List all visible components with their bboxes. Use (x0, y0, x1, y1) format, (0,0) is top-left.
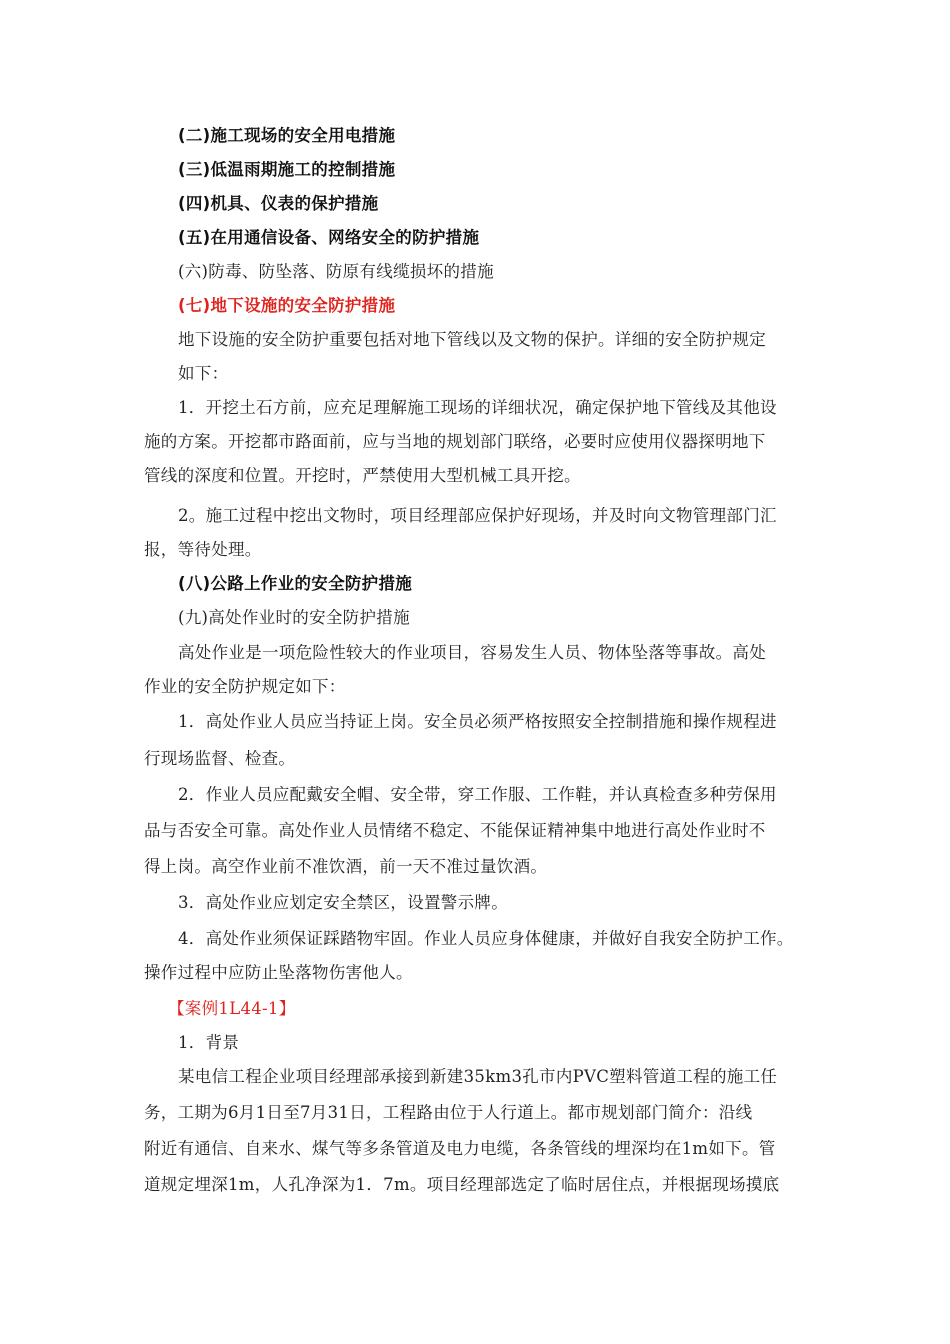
high-item2-line1: 2．作业人员应配戴安全帽、安全带，穿工作服、工作鞋，并认真检查多种劳保用 (178, 785, 777, 804)
heading-anti-poison-fall: (六)防毒、防坠落、防原有线缆损坏的措施 (178, 262, 494, 281)
high-intro-line1: 高处作业是一项危险性较大的作业项目，容易发生人员、物体坠落等事故。高处 (178, 643, 766, 662)
high-item1-line2: 行现场监督、检查。 (144, 749, 296, 768)
heading-road-work: (八)公路上作业的安全防护措施 (178, 574, 413, 593)
underground-intro-line2: 如下： (178, 364, 229, 383)
underground-item2-line1: 2。施工过程中挖出文物时，项目经理部应保护好现场，并及时向文物管理部门汇 (178, 506, 777, 525)
heading-high-altitude: (九)高处作业时的安全防护措施 (178, 608, 410, 627)
case-paragraph-line2: 务，工期为6月1日至7月31日，工程路由位于人行道上。都市规划部门简介：沿线 (144, 1103, 753, 1122)
high-item2-line2: 品与否安全可靠。高处作业人员情绪不稳定、不能保证精神集中地进行高处作业时不 (144, 821, 766, 840)
high-item2-line3: 得上岗。高空作业前不准饮酒，前一天不准过量饮酒。 (144, 857, 548, 876)
case-title: 【案例1L44-1】 (168, 999, 296, 1018)
case-paragraph-line4: 道规定埋深1m，人孔净深为1．7m。项目经理部选定了临时居住点，并根据现场摸底 (144, 1175, 780, 1194)
high-item3: 3．高处作业应划定安全禁区，设置警示牌。 (178, 893, 508, 912)
high-item4-line2: 操作过程中应防止坠落物伤害他人。 (144, 963, 413, 982)
underground-item1-line3: 管线的深度和位置。开挖时，严禁使用大型机械工具开挖。 (144, 466, 581, 485)
underground-intro-line1: 地下设施的安全防护重要包括对地下管线以及文物的保护。详细的安全防护规定 (178, 330, 766, 349)
heading-network-security: (五)在用通信设备、网络安全的防护措施 (178, 228, 480, 247)
high-intro-line2: 作业的安全防护规定如下： (144, 677, 346, 696)
underground-item2-line2: 报，等待处理。 (144, 540, 262, 559)
heading-tools-instruments: (四)机具、仪表的保护措施 (178, 194, 379, 213)
heading-electricity: (二)施工现场的安全用电措施 (178, 126, 396, 145)
high-item4-line1: 4．高处作业须保证踩踏物牢固。作业人员应身体健康，并做好自我安全防护工作。 (178, 929, 794, 948)
case-paragraph-line3: 附近有通信、自来水、煤气等多条管道及电力电缆，各条管线的埋深均在1m如下。管 (144, 1139, 776, 1158)
heading-underground-facilities: (七)地下设施的安全防护措施 (178, 296, 396, 315)
heading-low-temp-rain: (三)低温雨期施工的控制措施 (178, 160, 396, 179)
underground-item1-line2: 施的方案。开挖都市路面前，应与当地的规划部门联络，必要时应使用仪器探明地下 (144, 432, 766, 451)
case-background-heading: 1．背景 (178, 1033, 240, 1052)
high-item1-line1: 1．高处作业人员应当持证上岗。安全员必须严格按照安全控制措施和操作规程进 (178, 712, 777, 731)
underground-item1-line1: 1．开挖土石方前，应充足理解施工现场的详细状况，确定保护地下管线及其他设 (178, 398, 777, 417)
case-paragraph-line1: 某电信工程企业项目经理部承接到新建35km3孔市内PVC塑料管道工程的施工任 (178, 1067, 778, 1086)
